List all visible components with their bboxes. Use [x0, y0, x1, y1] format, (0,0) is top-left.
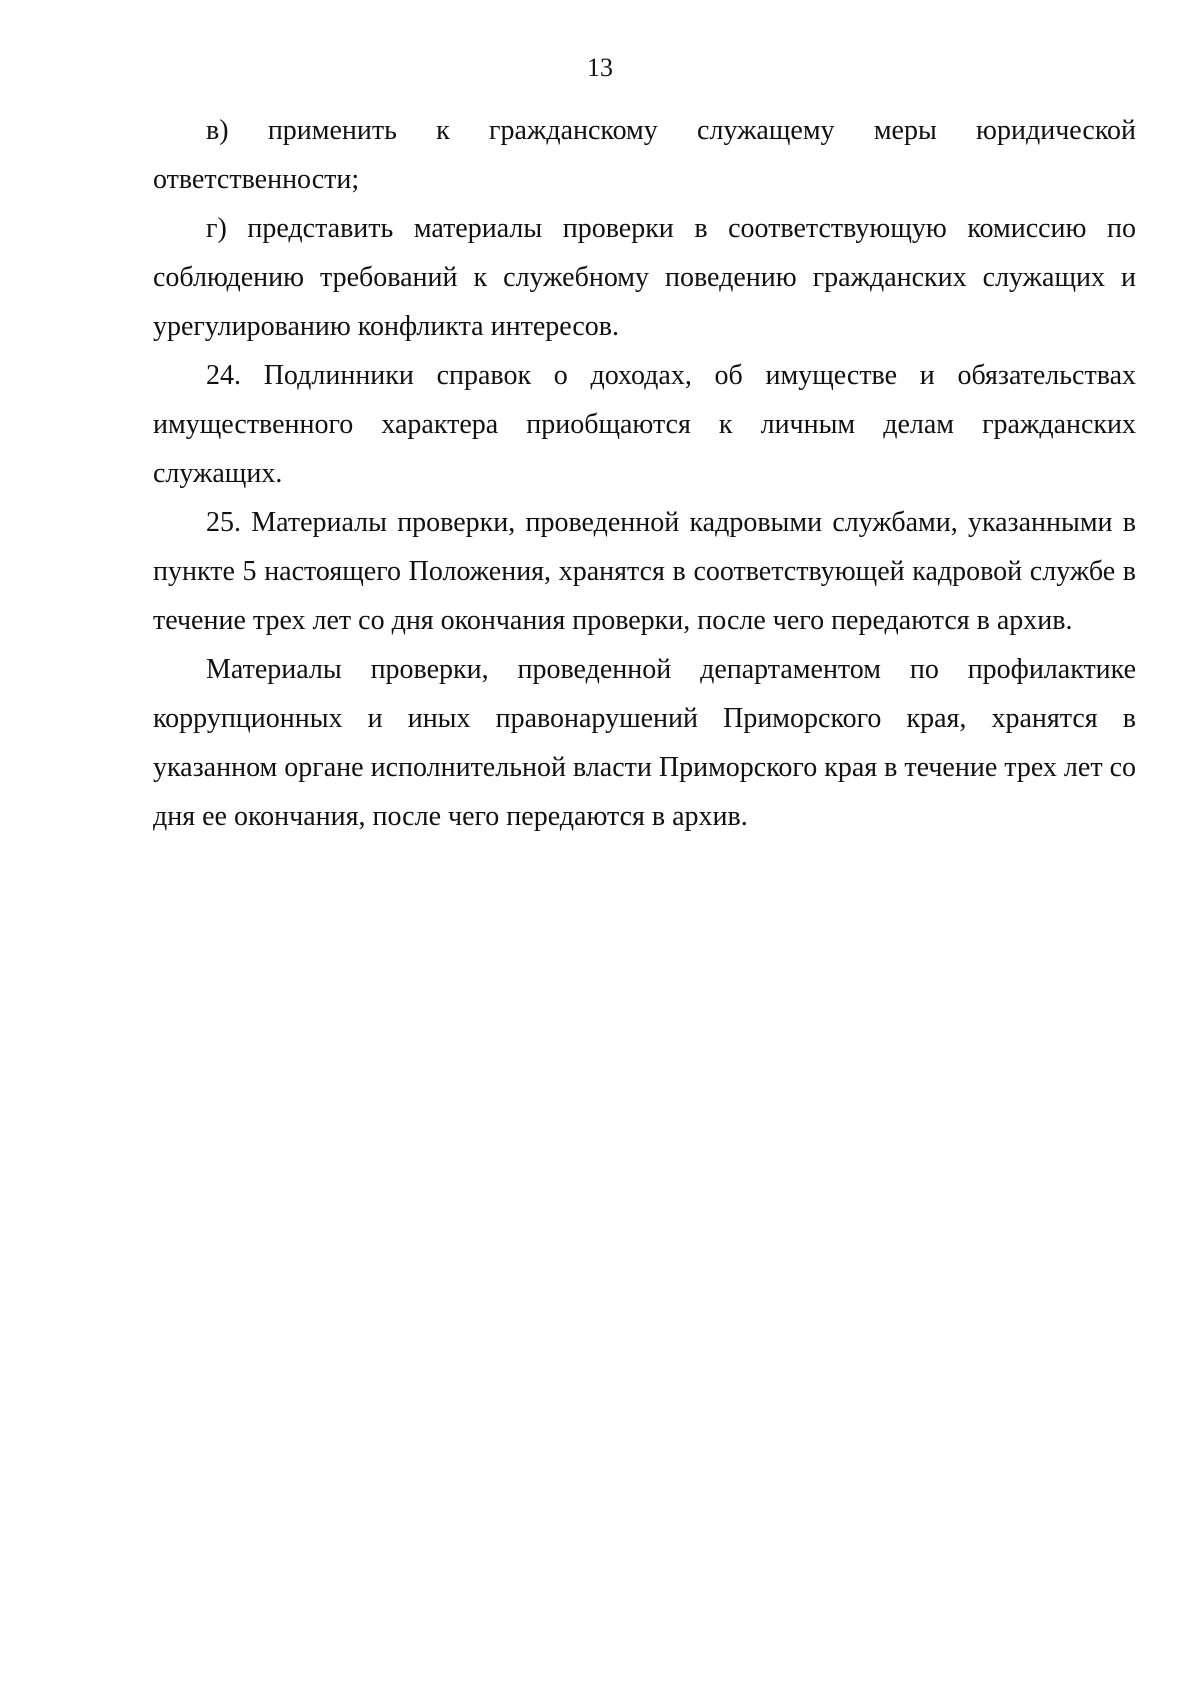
paragraph-25-materials-storage: 25. Материалы проверки, проведенной кадровыми службами, указанными в пункте 5 настоящего Положения, хранятся в соответствующей кадровой службе в течение трех лет со дня окончания проверки, после чего передаются в архив. — [153, 507, 1136, 636]
paragraph-department-materials: Материалы проверки, проведенной департаментом по профилактике коррупционных и иных правонарушений Приморского края, хранятся в указанном органе исполнительной власти Приморского края в течение трех лет со дня ее окончания, после чего передаются в архив. — [153, 654, 1136, 832]
paragraph-g-commission: г) представить материалы проверки в соответствующую комиссию по соблюдению требований к служебному поведению гражданских служащих и урегулированию конфликта интересов. — [153, 213, 1136, 342]
document-body — [153, 106, 1136, 841]
paragraph-24-originals: 24. Подлинники справок о доходах, об имуществе и обязательствах имущественного характера приобщаются к личным делам гражданских служащих. — [153, 360, 1136, 489]
paragraph-v-legal-liability: в) применить к гражданскому служащему меры юридической ответственности; — [153, 115, 1136, 195]
page-number: 13 — [587, 53, 613, 82]
